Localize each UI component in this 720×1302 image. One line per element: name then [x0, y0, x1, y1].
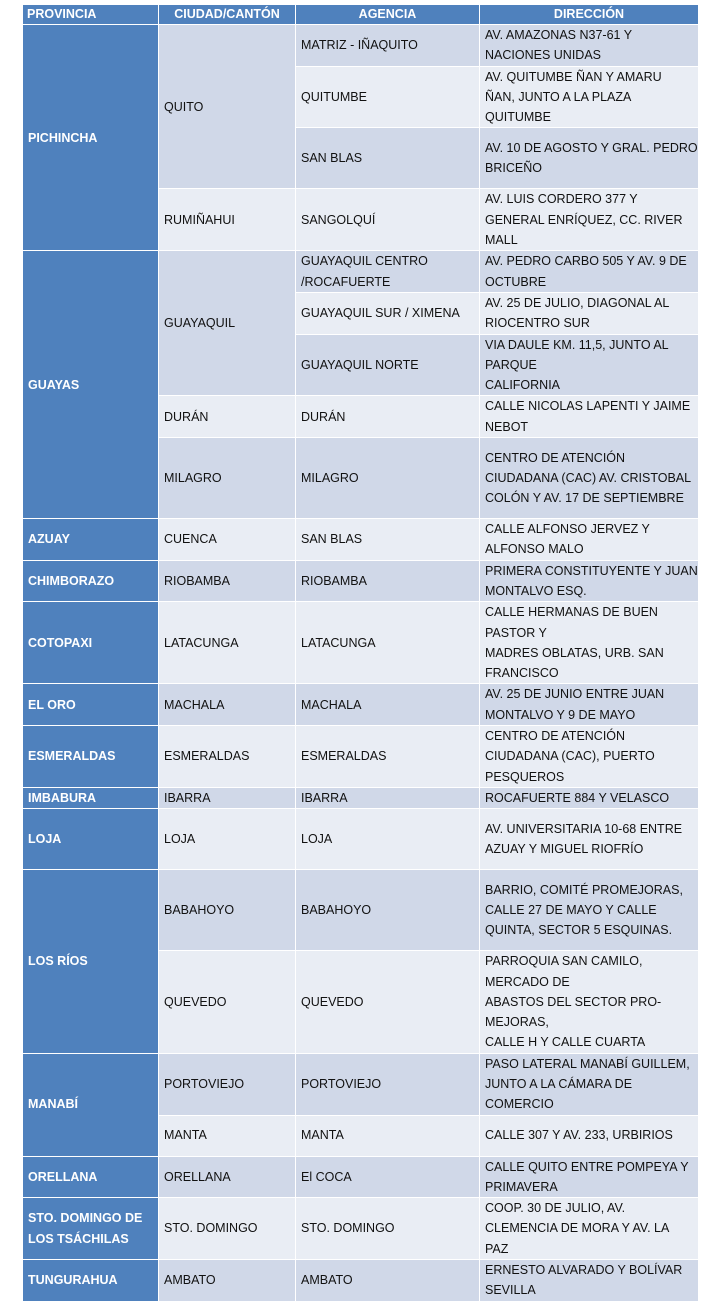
- address-cell: CALLE ALFONSO JERVEZ Y ALFONSO MALO: [480, 519, 699, 561]
- table-row: [23, 1053, 699, 1115]
- province-cell: GUAYAS: [23, 251, 159, 519]
- address-cell: CENTRO DE ATENCIÓN CIUDADANA (CAC), PUERTO PESQUEROS: [480, 726, 699, 788]
- city-cell: DURÁN: [159, 396, 296, 438]
- header-row: [23, 5, 699, 25]
- province-cell: MANABÍ: [23, 1053, 159, 1156]
- agency-cell: QUEVEDO: [296, 951, 480, 1053]
- address-cell: AV. 10 DE AGOSTO Y GRAL. PEDRO BRICEÑO: [480, 128, 699, 189]
- city-cell: GUAYAQUIL: [159, 251, 296, 396]
- table-row: [23, 870, 699, 951]
- province-cell: COTOPAXI: [23, 602, 159, 684]
- province-cell: LOS RÍOS: [23, 870, 159, 1053]
- agency-cell: PORTOVIEJO: [296, 1053, 480, 1115]
- address-cell: ERNESTO ALVARADO Y BOLÍVAR SEVILLA: [480, 1260, 699, 1302]
- province-cell: AZUAY: [23, 519, 159, 561]
- city-cell: MILAGRO: [159, 438, 296, 519]
- address-cell: PRIMERA CONSTITUYENTE Y JUAN MONTALVO ESQ.: [480, 560, 699, 602]
- city-cell: ESMERALDAS: [159, 726, 296, 788]
- province-cell: TUNGURAHUA: [23, 1260, 159, 1302]
- city-cell: MACHALA: [159, 684, 296, 726]
- province-cell: CHIMBORAZO: [23, 560, 159, 602]
- agency-cell: SAN BLAS: [296, 519, 480, 561]
- city-cell: AMBATO: [159, 1260, 296, 1302]
- city-cell: RUMIÑAHUI: [159, 189, 296, 251]
- city-cell: IBARRA: [159, 787, 296, 808]
- city-cell: RIOBAMBA: [159, 560, 296, 602]
- city-cell: QUEVEDO: [159, 951, 296, 1053]
- city-cell: STO. DOMINGO: [159, 1198, 296, 1260]
- agencies-table: [22, 4, 699, 1302]
- address-cell: COOP. 30 DE JULIO, AV. CLEMENCIA DE MORA Y AV. LA PAZ: [480, 1198, 699, 1260]
- province-cell: ORELLANA: [23, 1156, 159, 1198]
- address-cell: AV. 25 DE JULIO, DIAGONAL AL RIOCENTRO SUR: [480, 292, 699, 334]
- address-cell: AV. PEDRO CARBO 505 Y AV. 9 DE OCTUBRE: [480, 251, 699, 293]
- province-cell: EL ORO: [23, 684, 159, 726]
- province-cell: ESMERALDAS: [23, 726, 159, 788]
- address-cell: CALLE NICOLAS LAPENTI Y JAIME NEBOT: [480, 396, 699, 438]
- city-cell: LOJA: [159, 809, 296, 870]
- address-cell: CALLE 307 Y AV. 233, URBIRIOS: [480, 1115, 699, 1156]
- address-cell: CALLE HERMANAS DE BUEN PASTOR Y MADRES OBLATAS, URB. SAN FRANCISCO: [480, 602, 699, 684]
- city-cell: LATACUNGA: [159, 602, 296, 684]
- address-cell: AV. LUIS CORDERO 377 Y GENERAL ENRÍQUEZ, CC. RIVER MALL: [480, 189, 699, 251]
- address-cell: AV. UNIVERSITARIA 10-68 ENTRE AZUAY Y MIGUEL RIOFRÍO: [480, 809, 699, 870]
- city-cell: BABAHOYO: [159, 870, 296, 951]
- address-cell: AV. QUITUMBE ÑAN Y AMARU ÑAN, JUNTO A LA PLAZA QUITUMBE: [480, 66, 699, 128]
- address-cell: AV. 25 DE JUNIO ENTRE JUAN MONTALVO Y 9 DE MAYO: [480, 684, 699, 726]
- agency-cell: El COCA: [296, 1156, 480, 1198]
- table-row: [23, 519, 699, 561]
- agency-cell: STO. DOMINGO: [296, 1198, 480, 1260]
- agency-cell: SAN BLAS: [296, 128, 480, 189]
- table-row: [23, 726, 699, 788]
- city-cell: PORTOVIEJO: [159, 1053, 296, 1115]
- agency-cell: IBARRA: [296, 787, 480, 808]
- address-cell: CALLE QUITO ENTRE POMPEYA Y PRIMAVERA: [480, 1156, 699, 1198]
- province-cell: LOJA: [23, 809, 159, 870]
- agency-cell: LOJA: [296, 809, 480, 870]
- city-cell: CUENCA: [159, 519, 296, 561]
- agency-cell: GUAYAQUIL SUR / XIMENA: [296, 292, 480, 334]
- agency-cell: MILAGRO: [296, 438, 480, 519]
- table-row: [23, 787, 699, 808]
- agency-cell: BABAHOYO: [296, 870, 480, 951]
- city-cell: QUITO: [159, 25, 296, 189]
- agency-cell: GUAYAQUIL NORTE: [296, 334, 480, 396]
- address-cell: CENTRO DE ATENCIÓN CIUDADANA (CAC) AV. CRISTOBAL COLÓN Y AV. 17 DE SEPTIEMBRE: [480, 438, 699, 519]
- agency-cell: DURÁN: [296, 396, 480, 438]
- agency-cell: LATACUNGA: [296, 602, 480, 684]
- table-row: [23, 251, 699, 293]
- province-cell: STO. DOMINGO DE LOS TSÁCHILAS: [23, 1198, 159, 1260]
- address-cell: VIA DAULE KM. 11,5, JUNTO AL PARQUE CALIFORNIA: [480, 334, 699, 396]
- header-provincia: PROVINCIA: [23, 5, 159, 25]
- agency-cell: MANTA: [296, 1115, 480, 1156]
- address-cell: AV. AMAZONAS N37-61 Y NACIONES UNIDAS: [480, 25, 699, 67]
- city-cell: MANTA: [159, 1115, 296, 1156]
- header-ciudad: CIUDAD/CANTÓN: [159, 5, 296, 25]
- agency-cell: SANGOLQUÍ: [296, 189, 480, 251]
- agency-cell: AMBATO: [296, 1260, 480, 1302]
- table-row: [23, 1156, 699, 1198]
- agency-cell: GUAYAQUIL CENTRO /ROCAFUERTE: [296, 251, 480, 293]
- city-cell: ORELLANA: [159, 1156, 296, 1198]
- province-cell: IMBABURA: [23, 787, 159, 808]
- province-cell: PICHINCHA: [23, 25, 159, 251]
- address-cell: PASO LATERAL MANABÍ GUILLEM, JUNTO A LA CÁMARA DE COMERCIO: [480, 1053, 699, 1115]
- agency-cell: RIOBAMBA: [296, 560, 480, 602]
- header-direccion: DIRECCIÓN: [480, 5, 699, 25]
- header-agencia: AGENCIA: [296, 5, 480, 25]
- address-cell: PARROQUIA SAN CAMILO, MERCADO DE ABASTOS DEL SECTOR PRO- MEJORAS, CALLE H Y CALLE CUARTA: [480, 951, 699, 1053]
- table-row: [23, 809, 699, 870]
- agency-cell: ESMERALDAS: [296, 726, 480, 788]
- agency-cell: QUITUMBE: [296, 66, 480, 128]
- table-row: [23, 602, 699, 684]
- address-cell: BARRIO, COMITÉ PROMEJORAS, CALLE 27 DE MAYO Y CALLE QUINTA, SECTOR 5 ESQUINAS.: [480, 870, 699, 951]
- table-row: [23, 684, 699, 726]
- agency-cell: MATRIZ - IÑAQUITO: [296, 25, 480, 67]
- table-row: [23, 560, 699, 602]
- table-row: [23, 1198, 699, 1260]
- address-cell: ROCAFUERTE 884 Y VELASCO: [480, 787, 699, 808]
- table-row: [23, 1260, 699, 1302]
- agency-cell: MACHALA: [296, 684, 480, 726]
- table-row: [23, 25, 699, 67]
